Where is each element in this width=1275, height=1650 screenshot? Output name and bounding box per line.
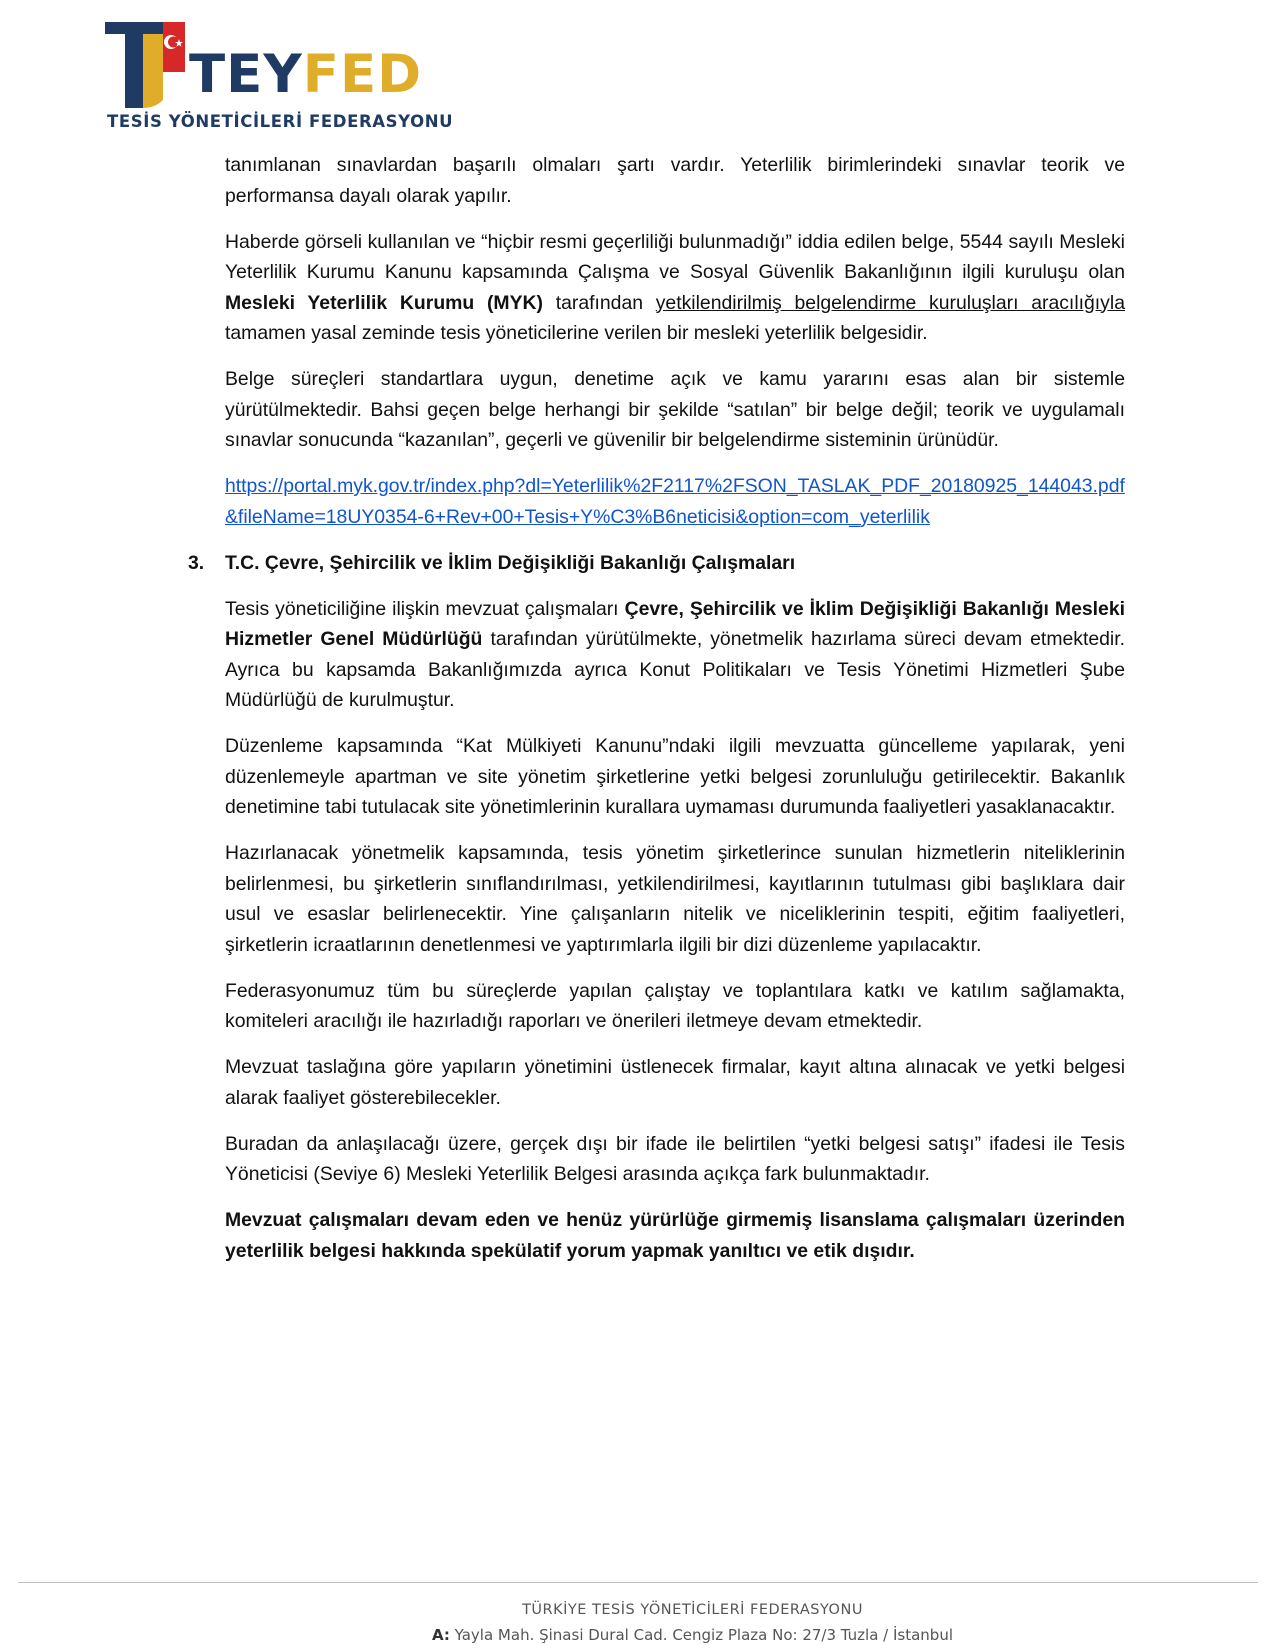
footer-divider	[18, 1582, 1258, 1583]
document-body	[188, 150, 1125, 1282]
bold-text: Mesleki Yeterlilik Kurumu (MYK)	[225, 291, 543, 314]
paragraph: Mevzuat taslağına göre yapıların yönetimini üstlenecek firmalar, kayıt altına alınacak ve yetki belgesi alarak faaliyet gösterebilecekler.	[225, 1056, 1125, 1109]
paragraph: Haberde görseli kullanılan ve “hiçbir resmi geçerliliği bulunmadığı” iddia edilen belge, 5544 sayılı Mesleki Yeterlilik Kurumu Kanunu kapsamında Çalışma ve Sosyal Güvenlik Bakanlığının ilgili kuruluşu olan Mesleki Yeterlilik Kurumu (MYK) tarafından yetkilendirilmiş belgelendirme kuruluşları aracılığıyla tamamen yasal zeminde tesis yöneticilerine verilen bir mesleki yeterlilik belgesidir.	[225, 230, 1125, 344]
logo-subtitle: TESİS YÖNETİCİLERİ FEDERASYONU	[107, 112, 454, 131]
paragraph: Buradan da anlaşılacağı üzere, gerçek dışı bir ifade ile belirtilen “yetki belgesi satışı” ifadesi ile Tesis Yöneticisi (Seviye 6) Mesleki Yeterlilik Belgesi arasında açıkça fark bulunmaktadır.	[225, 1132, 1125, 1185]
footer-organization: TÜRKİYE TESİS YÖNETİCİLERİ FEDERASYONU	[522, 1602, 863, 1618]
paragraph: Düzenleme kapsamında “Kat Mülkiyeti Kanunu”ndaki ilgili mevzuatta güncelleme yapılarak, yeni düzenlemeyle apartman ve site yönetim şirketlerine yetki belgesi zorunluluğu getirilecektir. Bakanlık denetimine tabi tutulacak site yönetimlerinin kurallara uymaması durumunda faaliyetleri yasaklanacaktır.	[225, 735, 1125, 818]
paragraph: Federasyonumuz tüm bu süreçlerde yapılan çalıştay ve toplantılara katkı ve katılım sağlamakta, komiteleri aracılığı ile hazırladığı raporları ve önerileri iletmeye devam etmektedir.	[225, 979, 1125, 1032]
paragraph: tanımlanan sınavlardan başarılı olmaları şartı vardır. Yeterlilik birimlerindeki sınavlar teorik ve performansa dayalı olarak yapılır.	[225, 154, 1125, 207]
paragraph: Tesis yöneticiliğine ilişkin mevzuat çalışmaları Çevre, Şehircilik ve İklim Değişikliği Bakanlığı Mesleki Hizmetler Genel Müdürlüğü tarafından yürütülmekte, yönetmelik hazırlama süreci devam etmektedir. Ayrıca bu kapsamda Bakanlığımızda ayrıca Konut Politikaları ve Tesis Yönetimi Hizmetleri Şube Müdürlüğü de kurulmuştur.	[225, 597, 1125, 711]
section-title: T.C. Çevre, Şehircilik ve İklim Değişikliği Bakanlığı Çalışmaları	[225, 551, 796, 574]
section-heading	[188, 548, 1125, 579]
myk-portal-link[interactable]: https://portal.myk.gov.tr/index.php?dl=Yeterlilik%2F2117%2FSON_TASLAK_PDF_20180925_144043.pdf&fileName=18UY0354-6+Rev+00+Tesis+Y%C3%B6neticisi&option=com_yeterlilik	[225, 475, 1125, 528]
teyfed-logo	[105, 22, 454, 132]
section-number: 3.	[188, 551, 205, 574]
footer-address: A: Yayla Mah. Şinasi Dural Cad. Cengiz Plaza No: 27/3 Tuzla / İstanbul	[431, 1626, 954, 1644]
bold-text: Çevre, Şehircilik ve İklim Değişikliği Bakanlığı Mesleki Hizmetler Genel Müdürlüğü	[225, 597, 1125, 650]
teyfed-emblem-icon	[105, 22, 189, 118]
logo-wordmark: TEYFED	[189, 44, 423, 105]
underlined-text: yetkilendirilmiş belgelendirme kuruluşları aracılığıyla	[655, 291, 1125, 314]
conclusion-paragraph: Mevzuat çalışmaları devam eden ve henüz yürürlüğe girmemiş lisanslama çalışmaları üzerinden yeterlilik belgesi hakkında spekülatif yorum yapmak yanıltıcı ve etik dışıdır.	[225, 1209, 1125, 1262]
paragraph: Hazırlanacak yönetmelik kapsamında, tesis yönetim şirketlerince sunulan hizmetlerin niteliklerinin belirlenmesi, bu şirketlerin sınıflandırılması, yetkilendirilmesi, kayıtlarının tutulması gibi başlıklara dair usul ve esaslar belirlenecektir. Yine çalışanların nitelik ve niceliklerinin tespiti, eğitim faaliyetleri, şirketlerin icraatlarının denetlenmesi ve yaptırımlarla ilgili bir dizi düzenleme yapılacaktır.	[225, 842, 1125, 956]
paragraph: Belge süreçleri standartlara uygun, denetime açık ve kamu yararını esas alan bir sistemle yürütülmektedir. Bahsi geçen belge herhangi bir şekilde “satılan” bir belge değil; teorik ve uygulamalı sınavlar sonucunda “kazanılan”, geçerli ve güvenilir bir belgelendirme sisteminin ürünüdür.	[225, 368, 1125, 451]
